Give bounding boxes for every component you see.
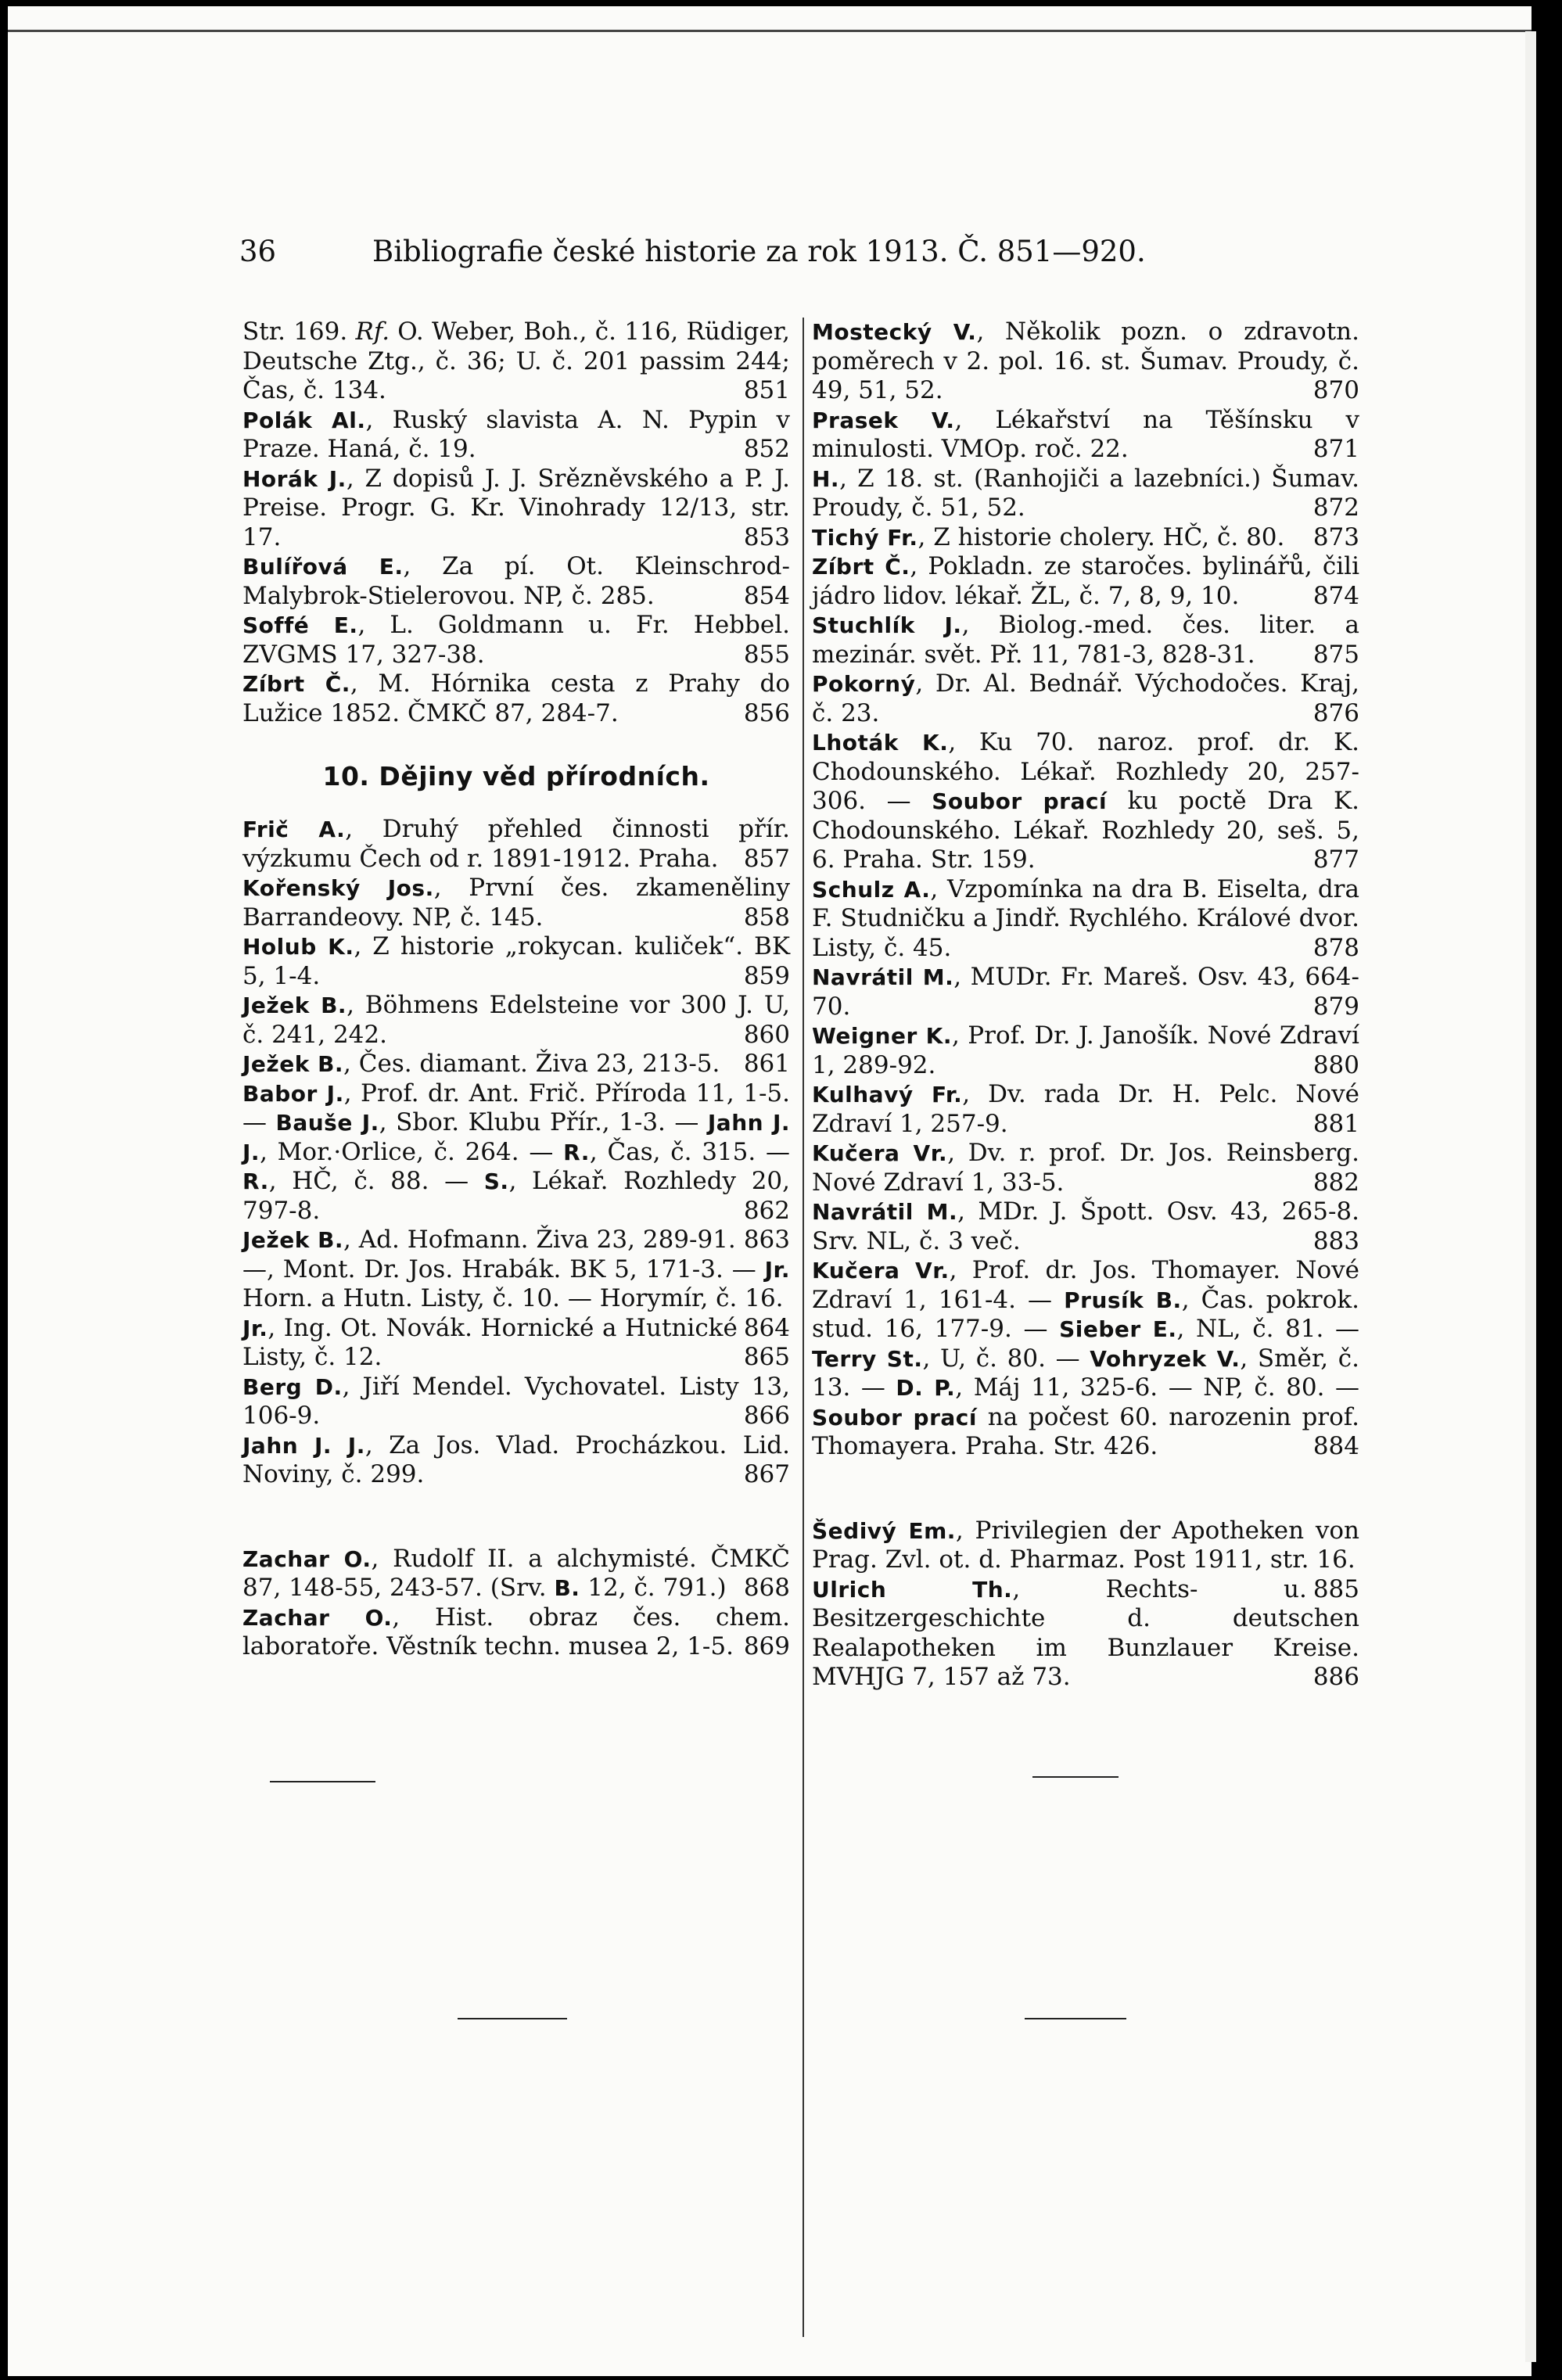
entry-text: , NL, č. 81. — — [1176, 1315, 1360, 1343]
entry-author: Pokorný — [812, 671, 916, 697]
entry-author: Kučera Vr. — [812, 1140, 948, 1166]
entry-author: Terry St. — [812, 1345, 923, 1372]
running-header — [239, 235, 1256, 282]
entry-text: , Lékařství na Těšínsku v minulosti. VMOp. roč. 22. — [812, 405, 1360, 463]
bibliography-entry — [242, 1050, 790, 1079]
bibliography-entry — [812, 552, 1359, 611]
entry-author: B. — [554, 1575, 580, 1601]
bibliography-entry — [242, 1314, 790, 1373]
entry-text: , Biolog.-med. čes. liter. a mezinár. svět. Př. 11, 781-3, 828-31. — [812, 611, 1359, 669]
bibliography-entry — [242, 1431, 790, 1490]
entry-number: 856 — [743, 698, 790, 727]
entry-author: Navrátil M. — [812, 1199, 958, 1225]
left-divider-short — [270, 1781, 375, 1782]
entry-author: Schulz A. — [812, 876, 931, 903]
entry-text: , Dv. rada Dr. H. Pelc. Nové Zdraví 1, 257-9. — [812, 1080, 1360, 1138]
entry-number: 860 — [743, 1020, 790, 1049]
entry-text: ku poctě Dra K. Chodounského. Lékař. Rozhledy 20, seš. 5, 6. Praha. Str. 159. — [812, 787, 1359, 874]
entry-text: , Ing. Ot. Novák. Hornické a Hutnické Listy, č. 12. — [242, 1313, 738, 1371]
entry-text: , M. Hórnika cesta z Prahy do Lužice 1852. ČMKČ 87, 284-7. — [242, 669, 790, 727]
bibliography-entry — [242, 406, 790, 465]
entry-text: , Několik pozn. o zdravotn. poměrech v 2. pol. 16. st. Šumav. Proudy, č. 49, 51, 52. — [812, 318, 1359, 404]
entry-number: 853 — [743, 522, 790, 551]
entry-text: , MUDr. Fr. Mareš. Osv. 43, 664-70. — [812, 963, 1359, 1021]
right-column — [812, 318, 1359, 1693]
bibliography-entry — [812, 318, 1359, 406]
entry-text: , MDr. J. Špott. Osv. 43, 265-8. Srv. NL, č. 3 več. — [812, 1197, 1359, 1255]
bibliography-entry — [812, 1080, 1359, 1139]
bibliography-entry — [242, 874, 790, 932]
left-column — [242, 318, 790, 1662]
section-heading: 10. Dějiny věd přírodních. — [322, 761, 710, 792]
entry-author: Prusík B. — [1064, 1287, 1182, 1313]
entry-text: , Lékař. Rozhledy 20, 797-8. — [242, 1167, 790, 1225]
entry-author: Tichý Fr. — [812, 524, 918, 551]
bibliography-entry — [812, 1139, 1359, 1197]
entry-author: Babor J. — [242, 1080, 344, 1107]
entry-text: , Z dopisů J. J. Srězněvského a P. J. Preise. Progr. G. Kr. Vinohrady 12/13, str. 17. — [242, 464, 790, 551]
entry-text: , Ruský slavista A. N. Pypin v Praze. Haná, č. 19. — [242, 405, 790, 463]
entry-text: , Z historie cholery. HČ, č. 80. — [917, 522, 1285, 551]
entry-author: Ježek B. — [242, 1227, 344, 1253]
entry-number: 862 — [743, 1196, 790, 1225]
entry-author: Ulrich Th. — [812, 1576, 1013, 1603]
bibliography-entry — [242, 611, 790, 669]
entry-text: , Druhý přehled činnosti přír. výzkumu Čech od r. 1891-1912. Praha. — [242, 815, 790, 873]
entry-text: , L. Goldmann u. Fr. Hebbel. ZVGMS 17, 327-38. — [242, 611, 790, 669]
entry-author: Zíbrt Č. — [812, 554, 910, 580]
bibliography-entry — [812, 963, 1359, 1021]
entry-number: 873 — [1312, 522, 1359, 551]
bibliography-entry — [242, 669, 790, 728]
entry-number: 877 — [1312, 845, 1359, 874]
entry-author: Vohryzek V. — [1090, 1345, 1241, 1372]
entry-text: , Sbor. Klubu Přír., 1-3. — — [379, 1108, 708, 1136]
entry-author: D. P. — [896, 1375, 956, 1401]
entry-number: 884 — [1312, 1432, 1359, 1460]
entry-number: 872 — [1312, 494, 1359, 522]
entry-author: Kučera Vr. — [812, 1258, 950, 1283]
bibliography-entry — [242, 932, 790, 991]
entry-text: , Prof. dr. Ant. Frič. Příroda 11, 1-5. — — [242, 1079, 790, 1136]
entry-author: Bauše J. — [275, 1110, 379, 1136]
right-divider-short — [1032, 1776, 1119, 1778]
entry-author: Stuchlík J. — [812, 612, 962, 638]
bibliography-entry — [812, 1256, 1359, 1462]
entry-text: , Čas. pokrok. stud. 16, 177-9. — — [812, 1285, 1360, 1343]
bibliography-entry — [242, 991, 790, 1050]
entry-text: , Ku 70. naroz. prof. dr. K. Chodounského. Lékař. Rozhledy 20, 257-306. — — [812, 728, 1360, 815]
entry-author: Bulířová E. — [242, 554, 404, 580]
entry-author: S. — [483, 1168, 509, 1194]
entry-author: R. — [563, 1139, 590, 1165]
entry-author: Soffé E. — [242, 612, 358, 638]
entry-number: 866 — [743, 1402, 790, 1430]
entry-text: , Vzpomínka na dra B. Eiselta, dra F. Studničku a Jindř. Rychlého. Králové dvor. Listy, č. 45. — [812, 874, 1359, 962]
bibliography-entry — [812, 523, 1359, 553]
bibliography-entry — [812, 611, 1359, 669]
entry-number: 861 — [743, 1050, 790, 1078]
bibliography-entry — [812, 1575, 1359, 1693]
entry-number: 885 — [1312, 1574, 1359, 1603]
left-end-rule — [458, 2018, 567, 2019]
entry-author: Jahn J. J. — [242, 1110, 791, 1165]
entry-text: , Rudolf II. a alchymisté. ČMKČ 87, 148-55, 243-57. (Srv. — [242, 1544, 790, 1602]
entry-number: 857 — [743, 844, 790, 873]
right-end-rule — [1025, 2018, 1126, 2019]
entry-author: Navrátil M. — [812, 964, 954, 990]
entry-text: , Dv. r. prof. Dr. Jos. Reinsberg. Nové Zdraví 1, 33-5. — [812, 1139, 1359, 1197]
bibliography-entry — [242, 1545, 790, 1603]
entry-text: Horn. a Hutn. Listy, č. 10. — Horymír, č. 16. — [242, 1284, 784, 1312]
entry-number: 875 — [1312, 640, 1359, 669]
entry-text: , Mor.·Orlice, č. 264. — — [260, 1137, 564, 1166]
book-page — [8, 6, 1531, 2376]
page-number: 36 — [239, 235, 277, 268]
entry-number: 886 — [1312, 1663, 1359, 1691]
entry-text: , Pokladn. ze staročes. bylinářů, čili jádro lidov. lékař. ŽL, č. 7, 8, 9, 10. — [812, 552, 1359, 610]
entry-number: 858 — [743, 903, 790, 932]
bibliography-entry — [812, 1021, 1359, 1080]
entry-number: 881 — [1312, 1109, 1359, 1138]
entry-author: H. — [812, 465, 840, 492]
entry-author: Frič A. — [242, 817, 346, 842]
bibliography-entry — [812, 669, 1359, 728]
entry-number: 880 — [1312, 1050, 1359, 1079]
entry-author: Mostecký V. — [812, 319, 977, 345]
entry-author: Kulhavý Fr. — [812, 1082, 963, 1107]
entry-number: 867 — [743, 1460, 790, 1488]
entry-text: , Čes. diamant. Živa 23, 213-5. — [343, 1050, 720, 1078]
entry-text: , Z historie „rokycan. kuliček“. BK 5, 1-4. — [242, 932, 791, 990]
entry-author: Zachar O. — [242, 1545, 372, 1572]
entry-number: 852 — [743, 435, 790, 463]
page-edge — [1525, 31, 1536, 2362]
bibliography-entry — [812, 406, 1359, 465]
entry-text: na počest 60. narozenin prof. Thomayera. Praha. Str. 426. — [812, 1402, 1359, 1460]
entry-author: Jr. — [242, 1315, 268, 1341]
bibliography-entry — [812, 1197, 1359, 1256]
entry-text: , Máj 11, 325-6. — NP, č. 80. — — [955, 1373, 1359, 1402]
entry-author: Kořenský Jos. — [242, 875, 434, 901]
entry-number: 883 — [1312, 1226, 1359, 1255]
bibliography-entry — [242, 1079, 790, 1226]
entry-gap — [812, 1462, 1359, 1517]
entry-number: 878 — [1312, 933, 1359, 962]
entry-author: Weigner K. — [812, 1023, 952, 1049]
entry-author: Soubor prací — [932, 788, 1108, 814]
entry-number: 854 — [743, 581, 790, 610]
column-rule — [803, 318, 804, 2337]
entry-italic: Rf. — [355, 318, 390, 346]
bibliography-entry — [242, 552, 790, 611]
entry-number: 869 — [743, 1632, 790, 1660]
entry-text: Str. 169. — [242, 318, 356, 346]
entry-text: , Ad. Hofmann. Živa 23, 289-91. — [343, 1226, 736, 1254]
entry-text: , Böhmens Edelsteine vor 300 J. U, č. 241, 242. — [242, 991, 790, 1049]
entry-number: 859 — [743, 961, 790, 990]
bibliography-entry — [812, 875, 1359, 964]
entry-author: R. — [242, 1168, 269, 1194]
bibliography-entry — [242, 815, 790, 874]
entry-text: , První čes. zkameněliny Barrandeovy. NP, č. 145. — [242, 874, 791, 932]
entry-number: 865 — [743, 1343, 790, 1371]
entry-text: , Čas, č. 315. — — [589, 1137, 791, 1166]
entry-author: Lhoták K. — [812, 730, 949, 756]
bibliography-entry — [242, 465, 790, 553]
entry-text: , Dr. Al. Bednář. Východočes. Kraj, č. 23. — [812, 669, 1359, 727]
entry-author: Ježek B. — [242, 1051, 344, 1077]
entry-number: 879 — [1312, 992, 1359, 1021]
entry-text: , Rechts- u. Besitzergeschichte d. deutschen Realapotheken im Bunzlauer Kreise. MVHJG 7, 157 až 73. — [812, 1574, 1359, 1691]
entry-number: 870 — [1312, 376, 1359, 404]
entry-text: , Za pí. Ot. Kleinschrod-Malybrok-Stielerovou. NP, č. 285. — [242, 552, 790, 610]
entry-author: Berg D. — [242, 1373, 343, 1400]
entry-author: Jr. — [764, 1256, 790, 1283]
entry-number: 868 — [743, 1574, 790, 1602]
entry-number: 863 — [743, 1226, 790, 1254]
entry-text: , Za Jos. Vlad. Procházkou. Lid. Noviny, č. 299. — [242, 1431, 790, 1488]
entry-author: Prasek V. — [812, 407, 955, 433]
entry-number: 882 — [1312, 1168, 1359, 1197]
entry-text: , Prof. Dr. J. Janošík. Nové Zdraví 1, 289-92. — [812, 1021, 1359, 1079]
entry-author: Soubor prací — [812, 1404, 977, 1431]
entry-gap — [242, 1490, 790, 1545]
entry-author: Horák J. — [242, 465, 347, 492]
entry-number: 855 — [743, 640, 790, 669]
entry-text: —, Mont. Dr. Jos. Hrabák. BK 5, 171-3. — — [242, 1255, 765, 1283]
entry-text: , Privilegien der Apotheken von Prag. Zvl. ot. d. Pharmaz. Post 1911, str. 16. — [812, 1516, 1359, 1574]
bibliography-entry — [242, 318, 790, 406]
entry-text: , U, č. 80. — — [922, 1344, 1090, 1373]
entry-number: 851 — [743, 376, 790, 404]
bibliography-entry — [812, 465, 1359, 523]
entry-author: Zíbrt Č. — [242, 671, 350, 697]
entry-text: 12, č. 791.) — [580, 1574, 727, 1602]
entry-text: , Směr, č. 13. — — [812, 1344, 1359, 1402]
entry-text: O. Weber, Boh., č. 116, Rüdiger, Deutsche Ztg., č. 36; U. č. 201 passim 244; Čas, č. 134. — [242, 318, 790, 404]
bibliography-entry — [242, 1603, 790, 1662]
entry-author: Ježek B. — [242, 993, 347, 1018]
top-edge-line — [8, 30, 1531, 32]
entry-author: Holub K. — [242, 934, 354, 960]
entry-number: 874 — [1312, 581, 1359, 610]
entry-number: 864 — [743, 1313, 790, 1342]
entry-number: 876 — [1312, 698, 1359, 727]
bibliography-entry — [242, 1226, 790, 1255]
entry-text: , Jiří Mendel. Vychovatel. Listy 13, 106-9. — [242, 1372, 790, 1430]
running-title: Bibliografie české historie za rok 1913. Č. 851—920. — [372, 235, 1146, 268]
entry-author: Sieber E. — [1059, 1316, 1177, 1342]
bibliography-entry — [812, 728, 1359, 875]
entry-text: , Z 18. st. (Ranhojiči a lazebníci.) Šumav. Proudy, č. 51, 52. — [812, 464, 1359, 522]
entry-author: Zachar O. — [242, 1604, 393, 1631]
entry-author: Polák Al. — [242, 407, 366, 433]
entry-text: , HČ, č. 88. — — [268, 1167, 484, 1195]
entry-text: , Hist. obraz čes. chem. laboratoře. Věstník techn. musea 2, 1-5. — [242, 1603, 790, 1660]
entry-author: Šedivý Em. — [812, 1517, 956, 1544]
entry-text: , Prof. dr. Jos. Thomayer. Nové Zdraví 1, 161-4. — — [812, 1256, 1359, 1314]
bibliography-entry — [242, 1373, 790, 1431]
entry-author: Jahn J. J. — [242, 1432, 365, 1459]
entry-number: 871 — [1312, 435, 1359, 463]
